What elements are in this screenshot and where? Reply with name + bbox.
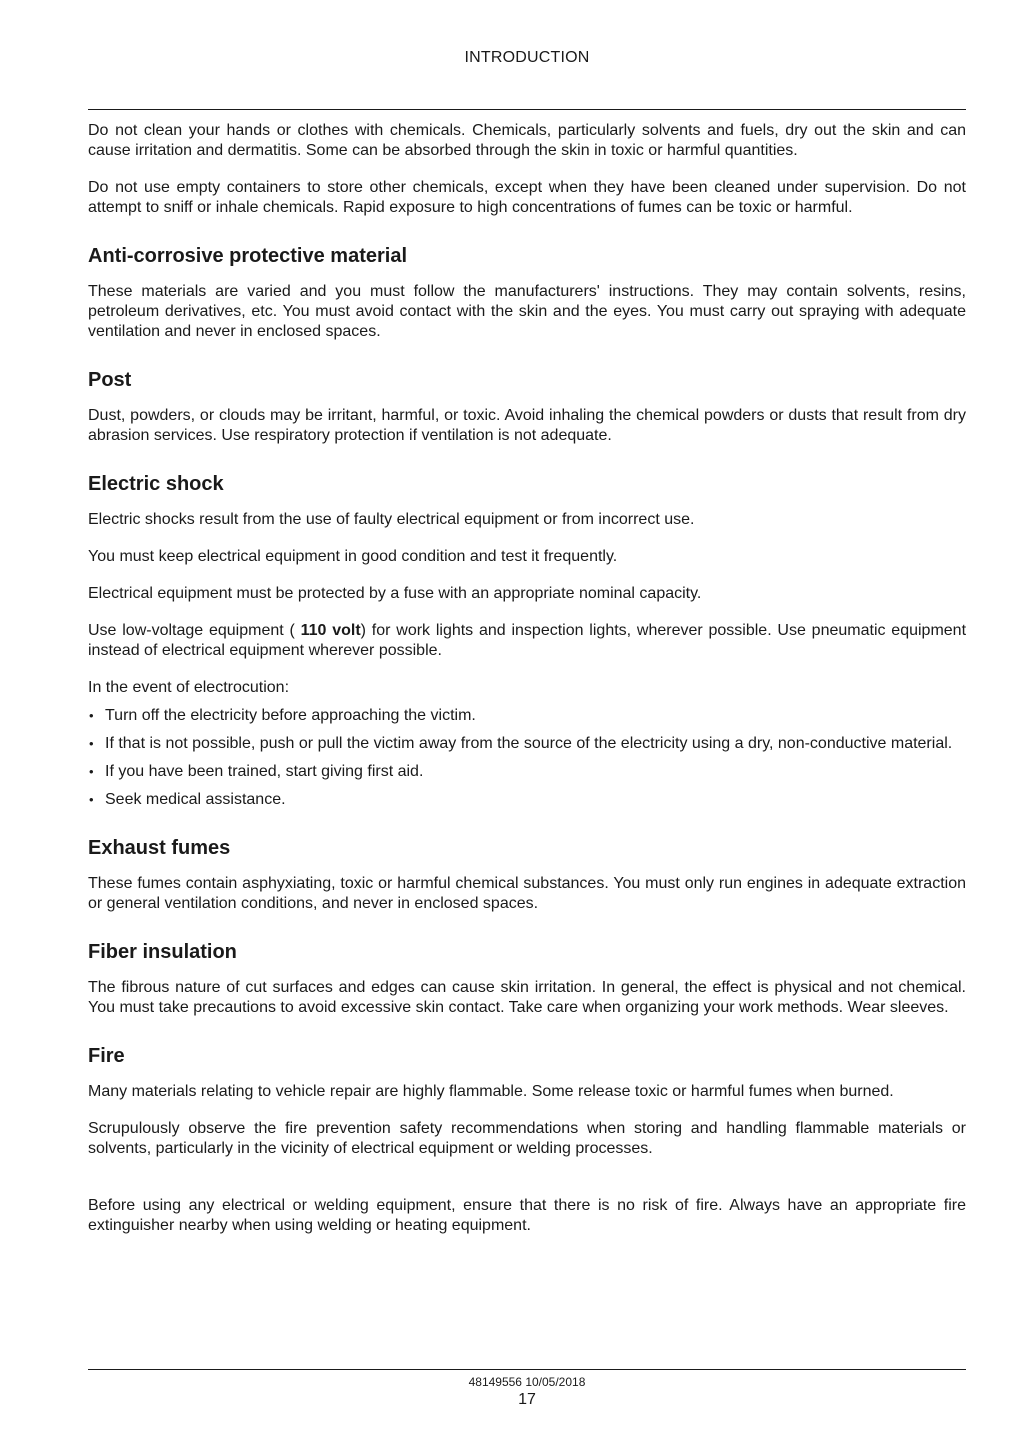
- list-item: • If you have been trained, start giving first aid.: [88, 762, 966, 782]
- section-heading-electric-shock: Electric shock: [88, 473, 224, 495]
- post-paragraph: Dust, powders, or clouds may be irritant, harmful, or toxic. Avoid inhaling the chemical powders or dusts that result from dry abrasion services. Use respiratory protection if ventilation is not adequate.: [88, 407, 966, 444]
- electrocution-intro: In the event of electrocution:: [88, 679, 290, 696]
- document-body: [88, 121, 966, 1253]
- section-heading-anti-corrosive: Anti-corrosive protective material: [88, 245, 407, 267]
- fiber-paragraph: The fibrous nature of cut surfaces and edges can cause skin irritation. In general, the effect is physical and not chemical. You must take precautions to avoid excessive skin contact. Take care when organizing your work methods. Wear sleeves.: [88, 979, 966, 1016]
- electric-shock-paragraph-4: [88, 621, 966, 661]
- anti-corrosive-paragraph: These materials are varied and you must follow the manufacturers' instructions. They may contain solvents, resins, petroleum derivatives, etc. You must avoid contact with the skin and the eyes. You must carry out spraying with adequate ventilation and never in enclosed spaces.: [88, 283, 966, 340]
- fire-paragraph-2: Scrupulously observe the fire prevention safety recommendations when storing and handling flammable materials or solvents, particularly in the vicinity of electrical equipment or welding processes.: [88, 1120, 966, 1157]
- electric-shock-paragraph-3: Electrical equipment must be protected by a fuse with an appropriate nominal capacity.: [88, 585, 702, 602]
- section-heading-fiber-insulation: Fiber insulation: [88, 941, 237, 963]
- fire-paragraph-1: Many materials relating to vehicle repair are highly flammable. Some release toxic or harmful fumes when burned.: [88, 1083, 894, 1100]
- intro-paragraph-1: Do not clean your hands or clothes with chemicals. Chemicals, particularly solvents and fuels, dry out the skin and can cause irritation and dermatitis. Some can be absorbed through the skin in toxic or harmful quantities.: [88, 122, 966, 159]
- voltage-value: 110 volt: [300, 622, 361, 639]
- electrocution-steps-list: [88, 706, 966, 810]
- spacer: [88, 1176, 966, 1196]
- exhaust-paragraph: These fumes contain asphyxiating, toxic or harmful chemical substances. You must only run engines in adequate extraction or general ventilation conditions, and never in enclosed spaces.: [88, 875, 966, 912]
- section-heading-fire: Fire: [88, 1045, 125, 1067]
- electric-shock-paragraph-2: You must keep electrical equipment in good condition and test it frequently.: [88, 548, 618, 565]
- section-heading-post: Post: [88, 369, 132, 391]
- page-number: 17: [518, 1391, 536, 1408]
- low-voltage-text-start: Use low-voltage equipment (: [88, 622, 301, 639]
- low-voltage-text-end: ) for work lights and inspection lights, wherever possible. Use pneumatic equipment instead of electrical equipment wherever possible.: [88, 622, 967, 659]
- list-item: • If that is not possible, push or pull the victim away from the source of the electricity using a dry, non-conductive material.: [88, 734, 966, 754]
- document-code: 48149556 10/05/2018: [468, 1375, 586, 1389]
- list-item: • Seek medical assistance.: [88, 790, 966, 810]
- intro-paragraph-2: Do not use empty containers to store other chemicals, except when they have been cleaned under supervision. Do not attempt to sniff or inhale chemicals. Rapid exposure to high concentrations of fumes can be toxic or harmful.: [88, 179, 966, 216]
- footer-divider: [88, 1369, 966, 1370]
- page-header-title: INTRODUCTION: [464, 49, 590, 66]
- section-heading-exhaust-fumes: Exhaust fumes: [88, 837, 231, 859]
- electric-shock-paragraph-1: Electric shocks result from the use of faulty electrical equipment or from incorrect use.: [88, 511, 695, 528]
- header-divider: [88, 109, 966, 110]
- list-item: • Turn off the electricity before approaching the victim.: [88, 706, 966, 726]
- fire-paragraph-3: Before using any electrical or welding equipment, ensure that there is no risk of fire. Always have an appropriate fire extinguisher nearby when using welding or heating equipment.: [88, 1197, 966, 1234]
